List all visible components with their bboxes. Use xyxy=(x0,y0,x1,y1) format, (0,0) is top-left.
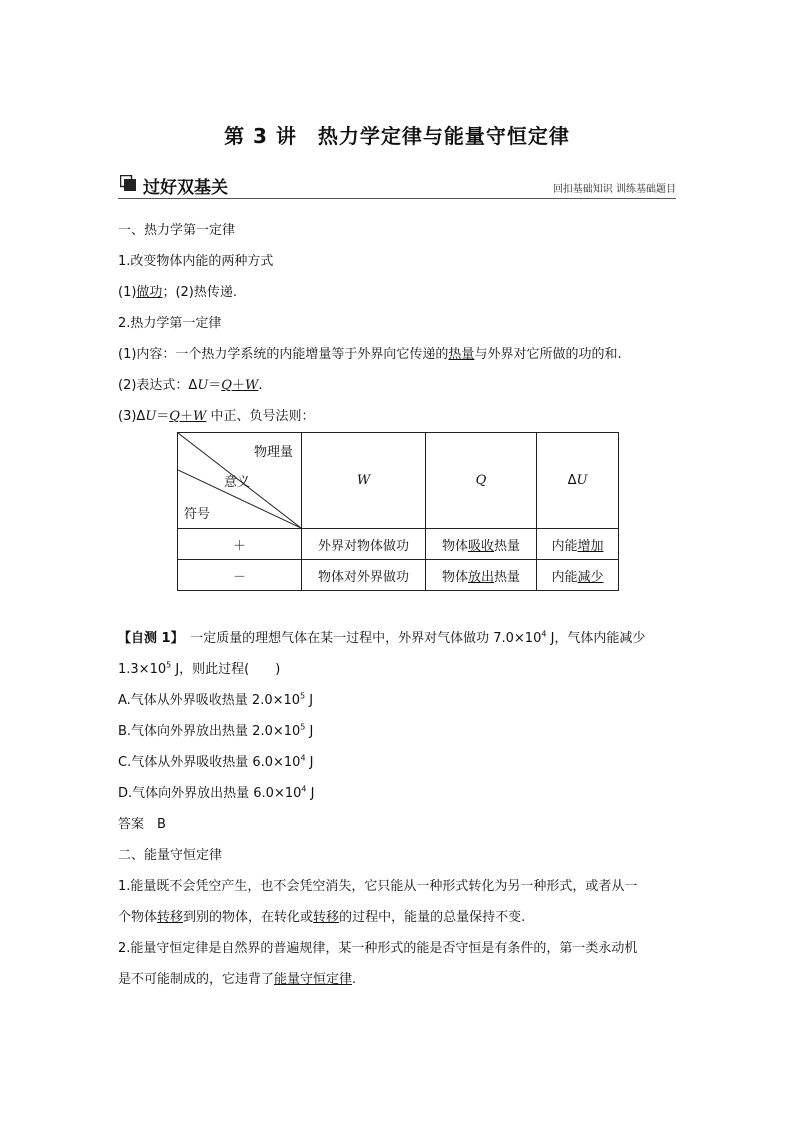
law-content: (1)内容：一个热力学系统的内能增量等于外界向它传递的热量与外界对它所做的功的和. xyxy=(118,347,622,362)
header-q: Q xyxy=(426,433,537,529)
corner-top-label: 物理量 xyxy=(253,445,293,460)
option-b: B.气体向外界放出热量 $2.0\times 10^5$ J xyxy=(118,722,314,739)
law-expression: (2)表达式：ΔU＝Q＋W. xyxy=(118,378,263,393)
sign-cell: － xyxy=(178,560,302,591)
item1-content: (1)做功；(2)热传递. xyxy=(118,285,237,300)
q-cell: 物体吸收热量 xyxy=(426,529,537,560)
option-d: D.气体向外界放出热量 $6.0\times 10^4$ J xyxy=(118,784,315,801)
quiz-tag: 【自测 1】 xyxy=(118,631,178,646)
du-cell: 内能减少 xyxy=(537,560,619,591)
part2-p2-line2: 是不可能制成的，它违背了能量守恒定律. xyxy=(118,972,357,987)
header-du: ΔU xyxy=(537,433,619,529)
section-header xyxy=(118,173,676,199)
page-title: 第 3 讲 热力学定律与能量守恒定律 xyxy=(224,124,570,148)
table-row xyxy=(178,560,619,591)
part2-p1-line2: 个物体转移到别的物体，在转化或转移的过程中，能量的总量保持不变. xyxy=(118,910,526,925)
section-subtitle: 回扣基础知识 训练基础题目 xyxy=(552,184,676,195)
quiz-question-line2: $1.3\times 10^5$ J，则此过程( ) xyxy=(118,660,281,677)
sign-cell: ＋ xyxy=(178,529,302,560)
corner-mid-label: 意义 xyxy=(224,475,251,490)
part2-p2-line1: 2.能量守恒定律是自然界的普遍规律，某一种形式的能是否守恒是有条件的，第一类永动机 xyxy=(118,941,638,956)
table-corner-cell xyxy=(178,433,302,529)
w-cell: 物体对外界做功 xyxy=(302,560,426,591)
sign-rule: (3)ΔU＝Q＋W 中正、负号法则： xyxy=(118,409,315,424)
item2-heading: 2.热力学第一定律 xyxy=(118,316,222,331)
section-box-icon xyxy=(120,175,137,192)
part2-heading: 二、能量守恒定律 xyxy=(118,848,223,863)
header-w: W xyxy=(302,433,426,529)
w-cell: 外界对物体做功 xyxy=(302,529,426,560)
part1-heading: 一、热力学第一定律 xyxy=(118,223,236,238)
quiz-question-line1: 【自测 1】 一定质量的理想气体在某一过程中，外界对气体做功 $7.0\times 10^4$ J，气体内能减少 xyxy=(118,629,646,646)
du-cell: 内能增加 xyxy=(537,529,619,560)
table-row xyxy=(178,529,619,560)
sign-rule-table xyxy=(177,432,619,591)
q-cell: 物体放出热量 xyxy=(426,560,537,591)
item1-heading: 1.改变物体内能的两种方式 xyxy=(118,254,274,269)
section-title: 过好双基关 xyxy=(143,178,228,198)
quiz-answer: 答案 B xyxy=(118,817,166,832)
corner-bottom-label: 符号 xyxy=(184,507,211,522)
option-a: A.气体从外界吸收热量 $2.0\times 10^5$ J xyxy=(118,691,314,708)
option-c: C.气体从外界吸收热量 $6.0\times 10^4$ J xyxy=(118,753,314,770)
part2-p1-line1: 1.能量既不会凭空产生，也不会凭空消失，它只能从一种形式转化为另一种形式，或者从一 xyxy=(118,879,638,894)
